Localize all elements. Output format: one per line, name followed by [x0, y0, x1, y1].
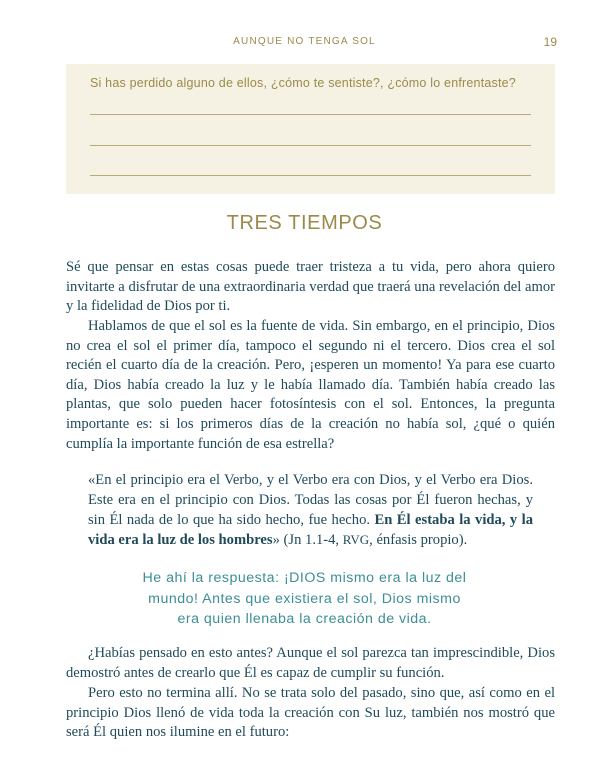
- answer-line: [90, 145, 531, 146]
- bible-version: RVG: [342, 532, 370, 548]
- answer-line: [90, 114, 531, 115]
- quote-emphasis: En Él estaba la vida, y la vida era la luz de los hombres: [88, 511, 533, 549]
- quote-citation-end: , énfasis propio).: [369, 532, 468, 549]
- body-paragraph: Sé que pensar en estas cosas puede traer tristeza a tu vida, pero ahora quiero invitarte a disfrutar de una extraordinaria verdad que traerá una revelación del amor y la fidelidad de Dios por ti.: [66, 259, 555, 315]
- running-header: [0, 36, 609, 52]
- scripture-quote: [88, 471, 533, 551]
- reflection-question-box: [66, 64, 555, 194]
- page-number: 19: [543, 35, 557, 49]
- body-paragraph: Hablamos de que el sol es la fuente de vida. Sin embargo, en el principio, Dios no crea el sol el primer día, tampoco el segundo ni el tercero. Dios crea el sol recién el cuarto día de la creación. Pero, ¡esperen un momento! Ya para ese cuarto día, Dios había creado la luz y le había llamado día. También había creado las plantas, que solo pueden hacer fotosíntesis con el sol. Entonces, la pregunta importante es: si los primeros días de la creación no había sol, ¿qué o quién cumplía la importante función de esa estrella?: [66, 318, 555, 452]
- section-heading: TRES TIEMPOS: [226, 212, 383, 234]
- answer-line: [90, 175, 531, 176]
- body-paragraph: ¿Habías pensado en esto antes? Aunque el sol parezca tan imprescindible, Dios demostró antes de crearlo que Él es capaz de cumplir su función.: [66, 645, 555, 681]
- callout-line: He ahí la respuesta: ¡DIOS mismo era la luz del: [142, 570, 467, 586]
- body-paragraph: Pero esto no termina allí. No se trata solo del pasado, sino que, así como en el principio Dios llenó de vida toda la creación con Su luz, también nos mostró que será Él quien nos ilumine en el futuro:: [66, 685, 555, 741]
- reflection-question: Si has perdido alguno de ellos, ¿cómo te sentiste?, ¿cómo lo enfrentaste?: [90, 76, 516, 90]
- quote-text: «En el principio era el Verbo, y el Verbo era con Dios, y el Verbo era Dios. Este era en el principio con Dios. Todas las cosas por Él fueron hechas, y sin Él nada de lo que ha sido hecho, fue hecho.: [88, 472, 533, 528]
- highlight-callout: [0, 568, 609, 630]
- callout-line: era quien llenaba la creación de vida.: [177, 611, 432, 627]
- quote-citation: » (Jn 1.1-4,: [272, 532, 343, 549]
- running-title: AUNQUE NO TENGA SOL: [233, 36, 376, 47]
- callout-line: mundo! Antes que existiera el sol, Dios mismo: [148, 590, 461, 607]
